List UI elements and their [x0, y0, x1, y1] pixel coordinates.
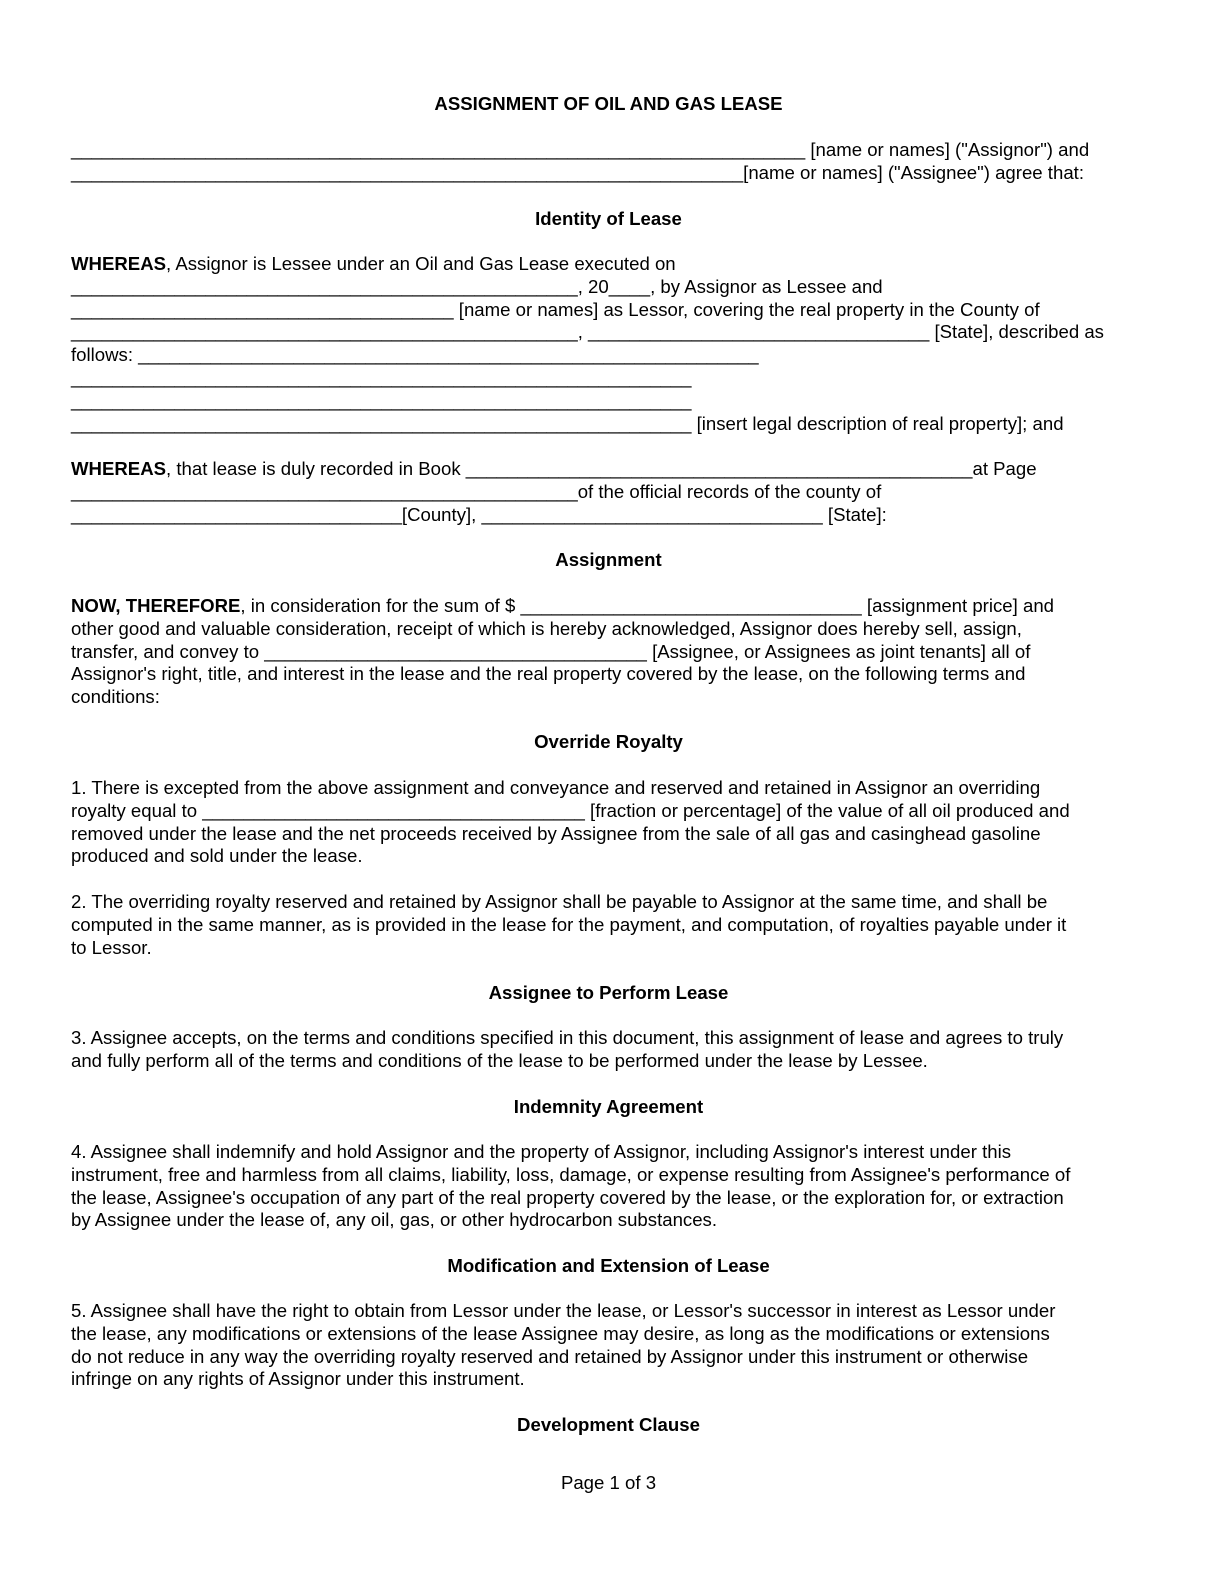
paragraph-4-line-4: by Assignee under the lease of, any oil, gas, or other hydrocarbon substances.: [71, 1209, 718, 1231]
paragraph-5-line-1: 5. Assignee shall have the right to obtain from Lessor under the lease, or Lessor's successor in interest as Lessor under: [71, 1300, 1056, 1321]
whereas-line-4: _________________________________________________, _________________________________ [State], described as: [71, 321, 1104, 343]
paragraph-1-line-4: produced and sold under the lease.: [71, 845, 363, 867]
recorded-line-3: ________________________________[County], _________________________________ [State]:: [71, 503, 887, 525]
paragraph-1-line-1: 1. There is excepted from the above assignment and conveyance and reserved and retained in Assignor an overriding: [71, 777, 1041, 798]
now-therefore-line-3: transfer, and convey to _____________________________________ [Assignee, or Assignees as joint tenants] all of: [71, 640, 1031, 662]
paragraph-1-line-2: royalty equal to _____________________________________ [fraction or percentage] of the value of all oil produced and: [71, 799, 1070, 821]
recorded-line-2: _________________________________________________of the official records of the county of: [71, 480, 882, 502]
whereas-line-3: _____________________________________ [name or names] as Lessor, covering the real property in the County of: [71, 298, 1040, 320]
now-therefore-paragraph: [71, 595, 1146, 709]
assignee-line: _________________________________________________________________[name or names] ("Assignee") agree that:: [71, 161, 1084, 183]
whereas-line-7: ____________________________________________________________: [71, 389, 692, 411]
recorded-text: , that lease is duly recorded in Book _________________________________________________at Page: [166, 458, 1037, 479]
whereas-line-8: ____________________________________________________________ [insert legal description of real property]; and: [71, 412, 1064, 434]
heading-assignee-to-perform-lease: Assignee to Perform Lease: [488, 982, 729, 1003]
paragraph-3-line-2: and fully perform all of the terms and conditions of the lease to be performed under the lease by Lessee.: [71, 1049, 928, 1071]
paragraph-2: [71, 891, 1146, 959]
assignor-line: _______________________________________________________________________ [name or names] ("Assignor") and: [71, 139, 1090, 160]
paragraph-3: [71, 1027, 1146, 1073]
recorded-line-1: [71, 458, 1146, 481]
paragraph-1-line-3: removed under the lease and the net proceeds received by Assignee from the sale of all gas and casinghead gasoline: [71, 822, 1041, 844]
paragraph-4: [71, 1141, 1146, 1232]
heading-indemnity-agreement: Indemnity Agreement: [513, 1096, 704, 1117]
heading-identity-of-lease: Identity of Lease: [535, 208, 682, 229]
paragraph-4-line-1: 4. Assignee shall indemnify and hold Assignor and the property of Assignor, including Assignor's interest under this: [71, 1141, 1011, 1162]
paragraph-5-line-3: do not reduce in any way the overriding royalty reserved and retained by Assignor under this instrument or otherwise: [71, 1345, 1029, 1367]
whereas-line-6: ____________________________________________________________: [71, 366, 692, 388]
paragraph-4-line-2: instrument, free and harmless from all claims, liability, loss, damage, or expense resulting from Assignee's performance of: [71, 1163, 1071, 1185]
paragraph-2-line-1: 2. The overriding royalty reserved and retained by Assignor shall be payable to Assignor at the same time, and shall be: [71, 891, 1048, 912]
whereas-recorded-paragraph: [71, 458, 1146, 526]
whereas-line-5: follows: ____________________________________________________________: [71, 344, 759, 366]
now-therefore-line-2: other good and valuable consideration, receipt of which is hereby acknowledged, Assignor does hereby sell, assign,: [71, 617, 1022, 639]
now-therefore-line-4: Assignor's right, title, and interest in the lease and the real property covered by the lease, on the following terms and: [71, 663, 1026, 685]
paragraph-2-line-3: to Lessor.: [71, 936, 152, 958]
parties-block: [71, 139, 1146, 185]
paragraph-5: [71, 1300, 1146, 1391]
whereas-keyword: WHEREAS: [71, 253, 167, 274]
paragraph-4-line-3: the lease, Assignee's occupation of any part of the real property covered by the lease, or the exploration for, or extraction: [71, 1186, 1064, 1208]
whereas-line-2: _________________________________________________, 20____, by Assignor as Lessee and: [71, 275, 883, 297]
whereas-line-1: [71, 253, 1146, 276]
paragraph-3-line-1: 3. Assignee accepts, on the terms and conditions specified in this document, this assignment of lease and agrees to truly: [71, 1027, 1064, 1048]
heading-development-clause: Development Clause: [517, 1414, 700, 1435]
document-title: ASSIGNMENT OF OIL AND GAS LEASE: [434, 93, 783, 114]
now-therefore-text: , in consideration for the sum of $ _________________________________ [assignment price] and: [240, 595, 1054, 616]
paragraph-2-line-2: computed in the same manner, as is provided in the lease for the payment, and computation, of royalties payable under it: [71, 913, 1067, 935]
whereas-lease-paragraph: [71, 253, 1146, 435]
now-therefore-line-5: conditions:: [71, 686, 160, 708]
now-therefore-line-1: [71, 595, 1146, 618]
heading-override-royalty: Override Royalty: [534, 731, 683, 752]
paragraph-1: [71, 777, 1146, 868]
whereas-text: , Assignor is Lessee under an Oil and Gas Lease executed on: [166, 253, 676, 274]
paragraph-5-line-2: the lease, any modifications or extensions of the lease Assignee may desire, as long as the modifications or extensions: [71, 1322, 1050, 1344]
now-therefore-keyword: NOW, THEREFORE: [71, 595, 241, 616]
whereas-keyword: WHEREAS: [71, 458, 167, 479]
page-number-footer: Page 1 of 3: [560, 1472, 657, 1493]
heading-modification-and-extension: Modification and Extension of Lease: [447, 1255, 770, 1276]
paragraph-5-line-4: infringe on any rights of Assignor under this instrument.: [71, 1368, 525, 1390]
heading-assignment: Assignment: [555, 549, 662, 570]
